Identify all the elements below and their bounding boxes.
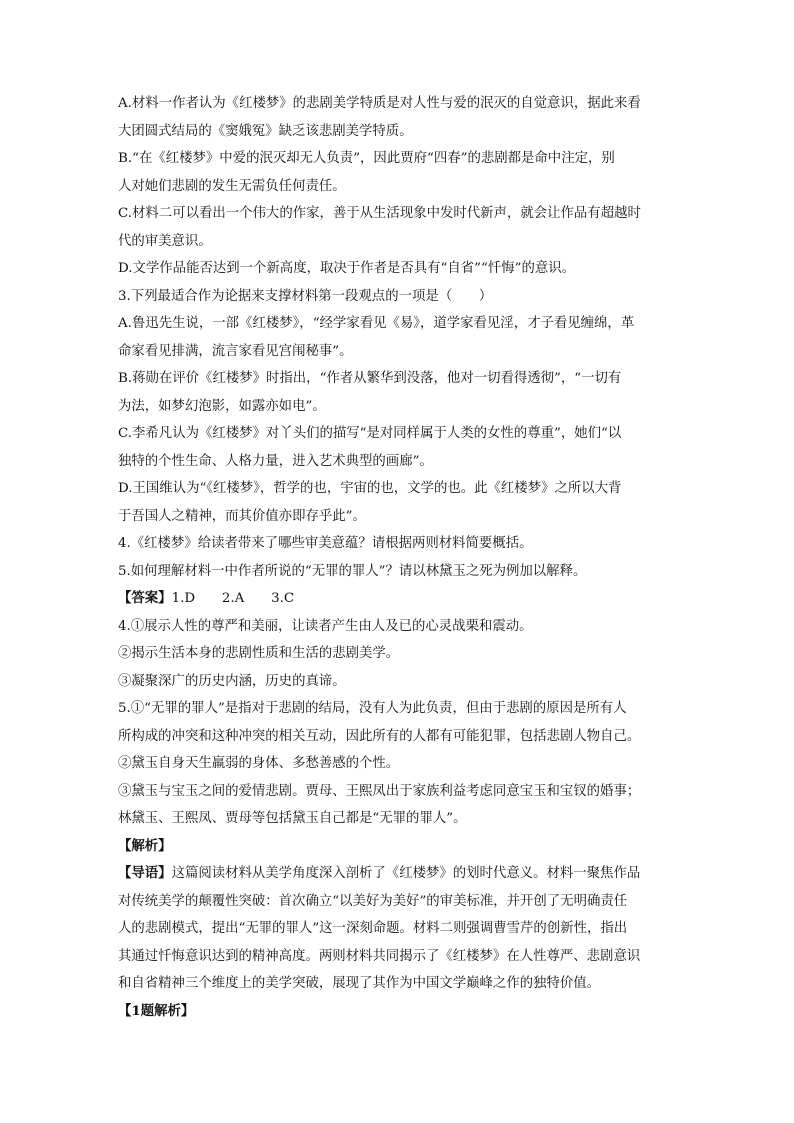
text-line <box>118 833 678 861</box>
line-text: D.王国维认为“《红楼梦》，哲学的也，宇宙的也，文学的也。此《红楼梦》之所以大背 <box>118 481 622 496</box>
text-line <box>118 90 678 118</box>
line-text: B.“在《红楼梦》中爱的泯灭却无人负责”，因此贾府“四春”的悲剧都是命中注定，别 <box>118 151 615 166</box>
text-line <box>118 558 678 586</box>
text-line <box>118 613 678 641</box>
text-line <box>118 228 678 256</box>
section-label: 【答案】 <box>118 590 172 606</box>
text-line <box>118 448 678 476</box>
line-text: C.材料二可以看出一个伟大的作家，善于从生活现象中发时代新声，就会让作品有超越时 <box>118 206 641 221</box>
text-line <box>118 200 678 228</box>
line-text: 5.①“无罪的罪人”是指对于悲剧的结局，没有人为此负责，但由于悲剧的原因是所有人 <box>118 701 627 716</box>
text-line <box>118 970 678 998</box>
line-text: 3.下列最适合作为论据来支撑材料第一段观点的一项是（ ） <box>118 288 493 304</box>
text-line <box>118 750 678 778</box>
line-text: 人的悲剧模式，提出“无罪的罪人”这一深刻命题。材料二则强调曹雪芹的创新性，指出 <box>118 921 628 936</box>
line-text: 于吾国人之精神，而其价值亦即存乎此”。 <box>118 508 366 524</box>
line-text: 大团圆式结局的《窦娥冤》缺乏该悲剧美学特质。 <box>118 123 413 139</box>
text-line <box>118 338 678 366</box>
text-line <box>118 283 678 311</box>
text-line <box>118 888 678 916</box>
text-line <box>118 530 678 558</box>
line-text: 独特的个性生命、人格力量，进入艺术典型的画廊”。 <box>118 453 433 469</box>
line-text: 代的审美意识。 <box>118 233 212 249</box>
text-line <box>118 668 678 696</box>
line-text: A.材料一作者认为《红楼梦》的悲剧美学特质是对人性与爱的泯灭的自觉意识，据此来看 <box>118 96 641 111</box>
text-line <box>118 860 678 888</box>
text-line <box>118 723 678 751</box>
line-text: 这篇阅读材料从美学角度深入剖析了《红楼梦》的划时代意义。材料一聚焦作品 <box>171 866 641 881</box>
text-line <box>118 365 678 393</box>
line-text: 人对她们悲剧的发生无需负任何责任。 <box>118 178 346 194</box>
text-line <box>118 998 678 1026</box>
line-text: 1.D 2.A 3.C <box>171 591 295 606</box>
section-label: 【解析】 <box>118 837 172 854</box>
text-line <box>118 805 678 833</box>
line-text: 4.①展示人性的尊严和美丽，让读者产生由人及已的心灵战栗和震动。 <box>118 618 533 634</box>
line-text: ③黛玉与宝玉之间的爱情悲剧。贾母、王熙凤出于家族利益考虑同意宝玉和宝钗的婚事； <box>118 783 641 799</box>
text-line <box>118 778 678 806</box>
line-text: 对传统美学的颠覆性突破：首次确立“以美好为美好”的审美标准，并开创了无明确责任 <box>118 893 628 909</box>
text-line <box>118 173 678 201</box>
text-line <box>118 420 678 448</box>
line-text: 5.如何理解材料一中作者所说的“无罪的罪人”？请以林黛玉之死为例加以解释。 <box>118 563 587 579</box>
text-line <box>118 943 678 971</box>
line-text: 和自省精神三个维度上的美学突破，展现了其作为中国文学巅峰之作的独特价值。 <box>118 976 601 991</box>
text-line <box>118 310 678 338</box>
section-label: 【1题解析】 <box>118 1002 195 1019</box>
line-text: B.蒋勋在评价《红楼梦》时指出，“作者从繁华到没落，他对一切看得透彻”，“一切有 <box>118 371 622 386</box>
text-line <box>118 145 678 173</box>
section-label: 【导语】 <box>118 865 172 881</box>
document-body <box>118 90 678 1025</box>
text-line <box>118 475 678 503</box>
line-text: A.鲁迅先生说，一部《红楼梦》，“经学家看见《易》，道学家看见淫，才子看见缠绵，革 <box>118 316 635 331</box>
line-text: 4.《红楼梦》给读者带来了哪些审美意蕴？请根据两则材料简要概括。 <box>118 536 533 551</box>
line-text: 所构成的冲突和这种冲突的相关互动，因此所有的人都有可能犯罪，包括悲剧人物自己。 <box>118 728 641 744</box>
text-line <box>118 585 678 613</box>
line-text: C.李希凡认为《红楼梦》对丫头们的描写“是对同样属于人类的女性的尊重”，她们“以 <box>118 426 622 441</box>
line-text: 命家看见排满，流言家看见宫闱秘事”。 <box>118 343 353 359</box>
line-text: 林黛玉、王熙凤、贾母等包括黛玉自己都是“无罪的罪人”。 <box>118 811 467 826</box>
text-line <box>118 393 678 421</box>
line-text: ③凝聚深广的历史内涵，历史的真谛。 <box>118 673 346 689</box>
text-line <box>118 118 678 146</box>
text-line <box>118 255 678 283</box>
text-line <box>118 695 678 723</box>
line-text: ②揭示生活本身的悲剧性质和生活的悲剧美学。 <box>118 646 400 661</box>
line-text: 其通过忏悔意识达到的精神高度。两则材料共同揭示了《红楼梦》在人性尊严、悲剧意识 <box>118 948 641 964</box>
line-text: D.文学作品能否达到一个新高度，取决于作者是否具有“自省”“忏悔”的意识。 <box>118 261 576 276</box>
text-line <box>118 915 678 943</box>
line-text: 为法，如梦幻泡影，如露亦如电”。 <box>118 398 326 414</box>
text-line <box>118 503 678 531</box>
line-text: ②黛玉自身天生羸弱的身体、多愁善感的个性。 <box>118 756 400 771</box>
text-line <box>118 640 678 668</box>
